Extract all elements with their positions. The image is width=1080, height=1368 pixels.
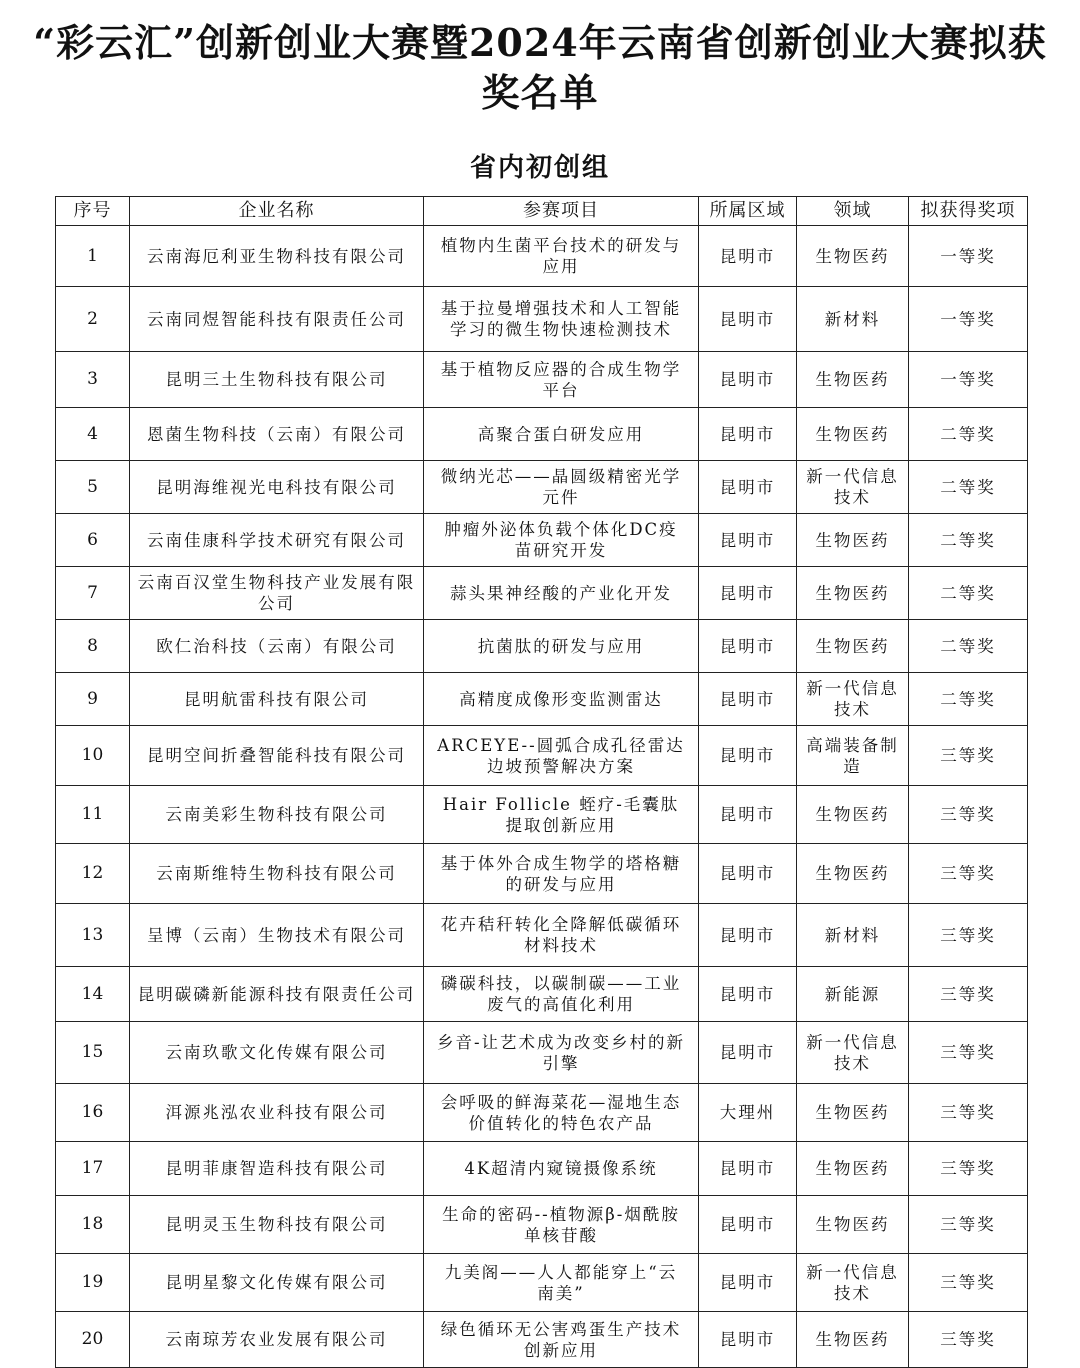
cell-company: 昆明星黎文化传媒有限公司 xyxy=(130,1254,424,1312)
table-row xyxy=(56,226,1028,287)
cell-award: 三等奖 xyxy=(909,1084,1028,1142)
cell-project: 基于拉曼增强技术和人工智能学习的微生物快速检测技术 xyxy=(424,287,699,352)
column-header-award: 拟获得奖项 xyxy=(909,197,1028,226)
cell-field: 生物医药 xyxy=(797,620,909,673)
cell-award: 三等奖 xyxy=(909,844,1028,904)
cell-no: 18 xyxy=(56,1196,130,1254)
cell-award: 二等奖 xyxy=(909,461,1028,514)
cell-award: 三等奖 xyxy=(909,904,1028,967)
cell-region: 昆明市 xyxy=(699,673,797,726)
cell-region: 昆明市 xyxy=(699,726,797,786)
cell-project: 植物内生菌平台技术的研发与应用 xyxy=(424,226,699,287)
cell-region: 昆明市 xyxy=(699,1254,797,1312)
cell-region: 昆明市 xyxy=(699,461,797,514)
cell-project: 4K超清内窥镜摄像系统 xyxy=(424,1142,699,1196)
table-row xyxy=(56,408,1028,461)
table-row xyxy=(56,514,1028,567)
cell-award: 一等奖 xyxy=(909,226,1028,287)
cell-award: 一等奖 xyxy=(909,352,1028,408)
cell-award: 二等奖 xyxy=(909,673,1028,726)
cell-company: 云南同煜智能科技有限责任公司 xyxy=(130,287,424,352)
cell-region: 昆明市 xyxy=(699,226,797,287)
cell-field: 生物医药 xyxy=(797,844,909,904)
cell-no: 17 xyxy=(56,1142,130,1196)
cell-project: 高聚合蛋白研发应用 xyxy=(424,408,699,461)
table-body xyxy=(56,226,1028,1368)
cell-no: 9 xyxy=(56,673,130,726)
cell-project: 高精度成像形变监测雷达 xyxy=(424,673,699,726)
cell-region: 昆明市 xyxy=(699,904,797,967)
table-row xyxy=(56,673,1028,726)
cell-field: 新能源 xyxy=(797,967,909,1022)
cell-award: 二等奖 xyxy=(909,408,1028,461)
cell-award: 三等奖 xyxy=(909,1022,1028,1084)
table-row xyxy=(56,1254,1028,1312)
cell-no: 14 xyxy=(56,967,130,1022)
cell-field: 新一代信息技术 xyxy=(797,673,909,726)
cell-award: 二等奖 xyxy=(909,620,1028,673)
cell-field: 新一代信息技术 xyxy=(797,1022,909,1084)
table-row xyxy=(56,461,1028,514)
table-row xyxy=(56,352,1028,408)
cell-company: 云南美彩生物科技有限公司 xyxy=(130,786,424,844)
cell-region: 昆明市 xyxy=(699,1196,797,1254)
cell-company: 恩菌生物科技（云南）有限公司 xyxy=(130,408,424,461)
cell-no: 7 xyxy=(56,567,130,620)
column-header-field: 领域 xyxy=(797,197,909,226)
cell-company: 昆明碳磷新能源科技有限责任公司 xyxy=(130,967,424,1022)
cell-project: 微纳光芯——晶圆级精密光学元件 xyxy=(424,461,699,514)
table-row xyxy=(56,1142,1028,1196)
cell-project: 生命的密码--植物源β-烟酰胺单核苷酸 xyxy=(424,1196,699,1254)
cell-project: 绿色循环无公害鸡蛋生产技术创新应用 xyxy=(424,1312,699,1368)
cell-no: 20 xyxy=(56,1312,130,1368)
cell-award: 三等奖 xyxy=(909,1312,1028,1368)
cell-region: 昆明市 xyxy=(699,408,797,461)
cell-company: 云南百汉堂生物科技产业发展有限公司 xyxy=(130,567,424,620)
cell-project: 基于体外合成生物学的塔格糖的研发与应用 xyxy=(424,844,699,904)
cell-field: 新一代信息技术 xyxy=(797,1254,909,1312)
cell-award: 三等奖 xyxy=(909,1196,1028,1254)
cell-award: 三等奖 xyxy=(909,726,1028,786)
cell-field: 新一代信息技术 xyxy=(797,461,909,514)
cell-no: 3 xyxy=(56,352,130,408)
cell-field: 生物医药 xyxy=(797,1084,909,1142)
cell-region: 昆明市 xyxy=(699,567,797,620)
cell-project: Hair Follicle 蛭疗-毛囊肽提取创新应用 xyxy=(424,786,699,844)
cell-region: 昆明市 xyxy=(699,786,797,844)
table-row xyxy=(56,904,1028,967)
column-header-no: 序号 xyxy=(56,197,130,226)
cell-company: 昆明菲康智造科技有限公司 xyxy=(130,1142,424,1196)
cell-region: 昆明市 xyxy=(699,967,797,1022)
column-header-project: 参赛项目 xyxy=(424,197,699,226)
cell-company: 昆明三土生物科技有限公司 xyxy=(130,352,424,408)
table-row xyxy=(56,844,1028,904)
cell-field: 生物医药 xyxy=(797,514,909,567)
table-row xyxy=(56,726,1028,786)
cell-company: 昆明灵玉生物科技有限公司 xyxy=(130,1196,424,1254)
table-row xyxy=(56,1022,1028,1084)
cell-project: 抗菌肽的研发与应用 xyxy=(424,620,699,673)
cell-company: 呈博（云南）生物技术有限公司 xyxy=(130,904,424,967)
column-header-company: 企业名称 xyxy=(130,197,424,226)
cell-no: 10 xyxy=(56,726,130,786)
cell-region: 昆明市 xyxy=(699,844,797,904)
table-row xyxy=(56,1196,1028,1254)
cell-project: 会呼吸的鲜海菜花—湿地生态价值转化的特色农产品 xyxy=(424,1084,699,1142)
header-row xyxy=(56,197,1028,226)
column-header-region: 所属区域 xyxy=(699,197,797,226)
cell-region: 昆明市 xyxy=(699,352,797,408)
cell-region: 大理州 xyxy=(699,1084,797,1142)
cell-no: 4 xyxy=(56,408,130,461)
cell-field: 生物医药 xyxy=(797,352,909,408)
cell-region: 昆明市 xyxy=(699,287,797,352)
cell-company: 云南玖歌文化传媒有限公司 xyxy=(130,1022,424,1084)
table-row xyxy=(56,967,1028,1022)
cell-field: 生物医药 xyxy=(797,786,909,844)
cell-no: 16 xyxy=(56,1084,130,1142)
cell-company: 洱源兆泓农业科技有限公司 xyxy=(130,1084,424,1142)
cell-company: 云南海厄利亚生物科技有限公司 xyxy=(130,226,424,287)
cell-award: 三等奖 xyxy=(909,1142,1028,1196)
table-row xyxy=(56,1084,1028,1142)
cell-region: 昆明市 xyxy=(699,514,797,567)
cell-project: 基于植物反应器的合成生物学平台 xyxy=(424,352,699,408)
cell-company: 云南斯维特生物科技有限公司 xyxy=(130,844,424,904)
cell-company: 昆明空间折叠智能科技有限公司 xyxy=(130,726,424,786)
cell-field: 生物医药 xyxy=(797,567,909,620)
cell-award: 二等奖 xyxy=(909,567,1028,620)
cell-award: 三等奖 xyxy=(909,1254,1028,1312)
cell-field: 生物医药 xyxy=(797,226,909,287)
cell-field: 新材料 xyxy=(797,904,909,967)
table-row xyxy=(56,620,1028,673)
cell-field: 高端装备制造 xyxy=(797,726,909,786)
cell-field: 生物医药 xyxy=(797,1142,909,1196)
cell-project: 乡音-让艺术成为改变乡村的新引擎 xyxy=(424,1022,699,1084)
cell-project: 磷碳科技，以碳制碳——工业废气的高值化利用 xyxy=(424,967,699,1022)
cell-company: 欧仁治科技（云南）有限公司 xyxy=(130,620,424,673)
cell-no: 11 xyxy=(56,786,130,844)
table-row xyxy=(56,287,1028,352)
cell-award: 二等奖 xyxy=(909,514,1028,567)
cell-project: 肿瘤外泌体负载个体化DC疫苗研究开发 xyxy=(424,514,699,567)
cell-field: 新材料 xyxy=(797,287,909,352)
cell-no: 2 xyxy=(56,287,130,352)
table-row xyxy=(56,567,1028,620)
cell-company: 云南佳康科学技术研究有限公司 xyxy=(130,514,424,567)
cell-project: 花卉秸秆转化全降解低碳循环材料技术 xyxy=(424,904,699,967)
group-title: 省内初创组 xyxy=(469,153,610,183)
cell-no: 5 xyxy=(56,461,130,514)
table-row xyxy=(56,1312,1028,1368)
cell-no: 13 xyxy=(56,904,130,967)
cell-field: 生物医药 xyxy=(797,1196,909,1254)
cell-field: 生物医药 xyxy=(797,408,909,461)
cell-company: 昆明海维视光电科技有限公司 xyxy=(130,461,424,514)
cell-company: 昆明航雷科技有限公司 xyxy=(130,673,424,726)
cell-project: 蒜头果神经酸的产业化开发 xyxy=(424,567,699,620)
cell-region: 昆明市 xyxy=(699,1312,797,1368)
table-row xyxy=(56,786,1028,844)
table-header xyxy=(56,197,1028,226)
cell-no: 12 xyxy=(56,844,130,904)
cell-company: 云南琼芳农业发展有限公司 xyxy=(130,1312,424,1368)
cell-field: 生物医药 xyxy=(797,1312,909,1368)
cell-no: 19 xyxy=(56,1254,130,1312)
cell-no: 8 xyxy=(56,620,130,673)
cell-no: 15 xyxy=(56,1022,130,1084)
cell-award: 三等奖 xyxy=(909,967,1028,1022)
cell-region: 昆明市 xyxy=(699,1142,797,1196)
cell-award: 三等奖 xyxy=(909,786,1028,844)
cell-region: 昆明市 xyxy=(699,1022,797,1084)
cell-award: 一等奖 xyxy=(909,287,1028,352)
document-title: “彩云汇”创新创业大赛暨2024年云南省创新创业大赛拟获奖名单 xyxy=(33,20,1047,115)
cell-no: 6 xyxy=(56,514,130,567)
cell-no: 1 xyxy=(56,226,130,287)
award-table xyxy=(55,196,1028,1368)
cell-region: 昆明市 xyxy=(699,620,797,673)
cell-project: ARCEYE--圆弧合成孔径雷达边坡预警解决方案 xyxy=(424,726,699,786)
cell-project: 九美阁——人人都能穿上“云南美” xyxy=(424,1254,699,1312)
